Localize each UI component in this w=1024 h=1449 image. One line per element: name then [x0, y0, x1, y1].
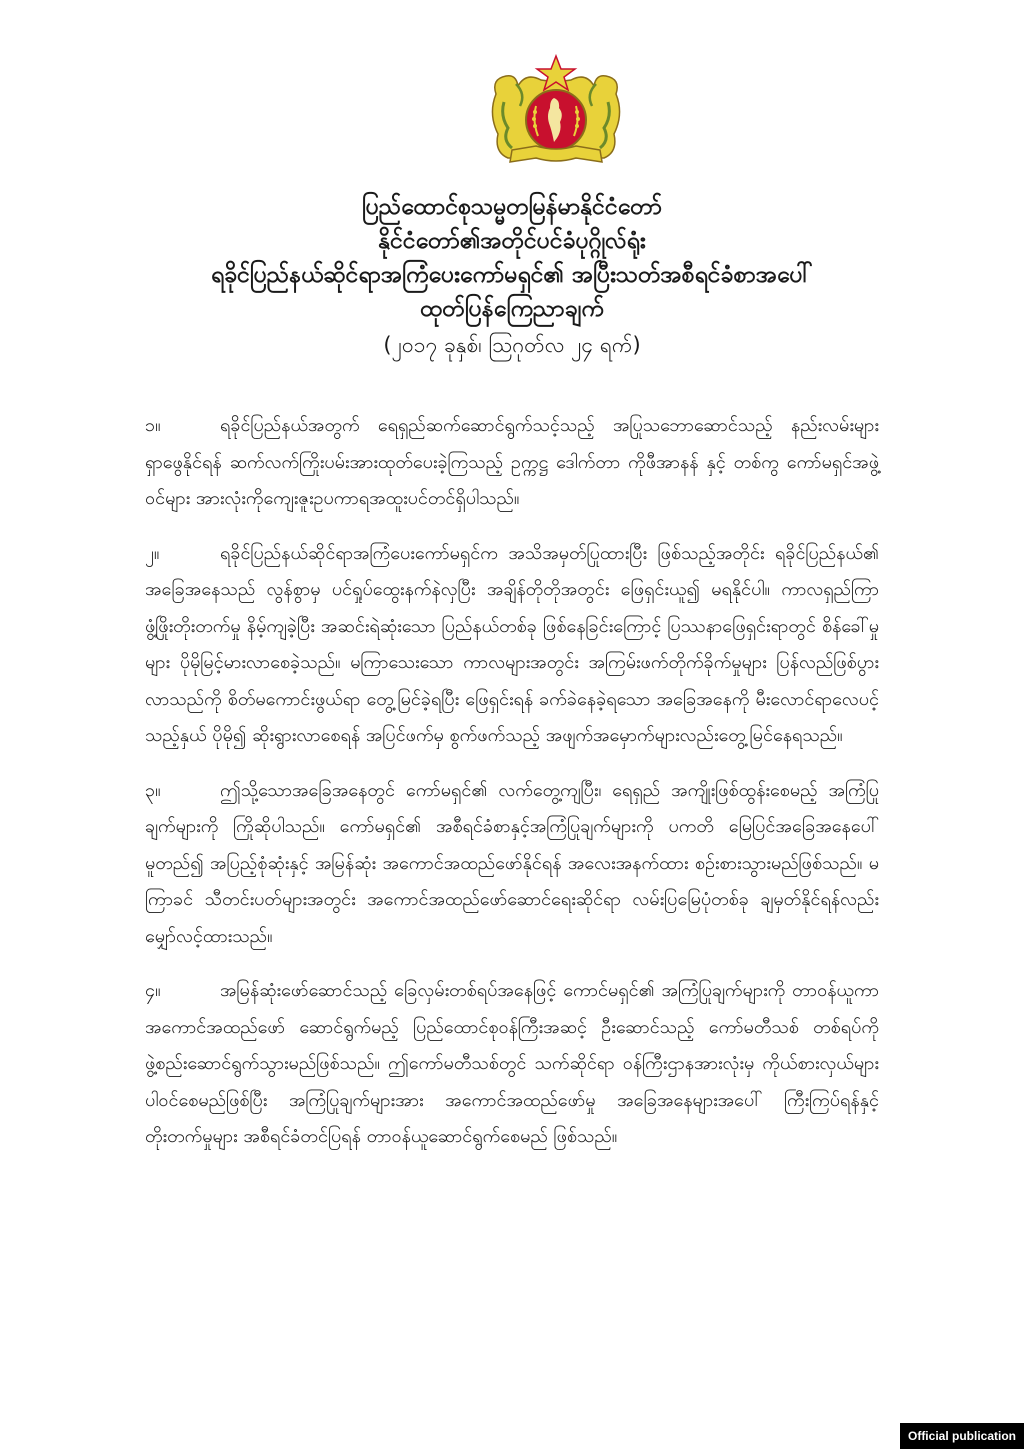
paragraph-3	[145, 773, 879, 956]
document-date: (၂၀၁၇ ခုနှစ်၊ ဩဂုတ်လ ၂၄ ရက်)	[383, 333, 641, 357]
paragraph-number: ၁။	[145, 415, 161, 436]
paragraph-4	[145, 973, 879, 1156]
paragraph-2	[145, 536, 879, 755]
paragraph-number: ၄။	[145, 980, 161, 1001]
document-header	[140, 190, 884, 362]
paragraph-text: ရခိုင်ပြည်နယ်ဆိုင်ရာအကြံပေးကော်မရှင်က အသိအမှတ်ပြုထားပြီး ဖြစ်သည့်အတိုင်း ရခိုင်ပြည်နယ်၏ အခြေအနေသည် လွန်စွာမှ ပင်ရှုပ်ထွေးနက်နဲလှပြီး အချိန်တိုတိုအတွင်း ဖြေရှင်းယူ၍ မရနိုင်ပါ။ ကာလရှည်ကြာ ဖွံ့ဖြိုးတိုးတက်မှု နိမ့်ကျခဲ့ပြီး အဆင်းရဲဆုံးသော ပြည်နယ်တစ်ခု ဖြစ်နေခြင်းကြောင့် ပြဿနာဖြေရှင်းရာတွင် စိန်ခေါ်မှုများ ပိုမိုမြင့်မားလာစေခဲ့သည်။ မကြာသေးသော ကာလများအတွင်း အကြမ်းဖက်တိုက်ခိုက်မှုများ ပြန်လည်ဖြစ်ပွားလာသည်ကို စိတ်မကောင်းဖွယ်ရာ တွေ့မြင်ခဲ့ရပြီး ဖြေရှင်းရန် ခက်ခဲနေခဲ့ရသော အခြေအနေကို မီးလောင်ရာလေပင့်သည့်နှယ် ပိုမို၍ ဆိုးရွားလာစေရန် အပြင်ဖက်မှ စွက်ဖက်သည့် အဖျက်အမှောက်များလည်းတွေ့မြင်နေရသည်။	[145, 542, 879, 746]
document-body	[145, 408, 879, 1174]
official-publication-badge: Official publication	[900, 1423, 1024, 1449]
state-seal-icon	[486, 54, 626, 174]
paragraph-number: ၃။	[145, 779, 161, 801]
document-subject: ရခိုင်ပြည်နယ်ဆိုင်ရာအကြံပေးကော်မရှင်၏ အပြီးသတ်အစီရင်ခံစာအပေါ်	[211, 262, 813, 288]
paragraph-text: အမြန်ဆုံးဖော်ဆောင်သည့် ခြေလှမ်းတစ်ရပ်အနေဖြင့် ကောင်မရှင်၏ အကြံပြုချက်များကို တာဝန်ယူကာ အကောင်အထည်ဖော် ဆောင်ရွက်မည့် ပြည်ထောင်စုဝန်ကြီးအဆင့် ဦးဆောင်သည့် ကော်မတီသစ် တစ်ရပ်ကို ဖွဲ့စည်းဆောင်ရွက်သွားမည်ဖြစ်သည်။ ဤကော်မတီသစ်တွင် သက်ဆိုင်ရာ ဝန်ကြီးဌာနအားလုံးမှ ကိုယ်စားလှယ်များ ပါဝင်စေမည်ဖြစ်ပြီး အကြံပြုချက်များအား အကောင်အထည်ဖော်မှု အခြေအနေများအပေါ် ကြီးကြပ်ရန်နှင့် တိုးတက်မှုများ အစီရင်ခံတင်ပြရန် တာဝန်ယူဆောင်ရွက်စေမည် ဖြစ်သည်။	[145, 980, 879, 1147]
country-name: ပြည်ထောင်စုသမ္မတမြန်မာနိုင်ငံတော်	[361, 194, 663, 220]
paragraph-1	[145, 408, 879, 518]
document-type: ထုတ်ပြန်ကြေညာချက်	[420, 296, 604, 322]
paragraph-text: ဤသို့သောအခြေအနေတွင် ကော်မရှင်၏ လက်တွေ့ကျပြီး၊ ရေရှည် အကျိုးဖြစ်ထွန်းစေမည့် အကြံပြုချက်များကို ကြိုဆိုပါသည်။ ကော်မရှင်၏ အစီရင်ခံစာနှင့်အကြံပြုချက်များကို ပကတိ မြေပြင်အခြေအနေပေါ် မူတည်၍ အပြည့်စုံဆုံးနှင့် အမြန်ဆုံး အကောင်အထည်ဖော်နိုင်ရန် အလေးအနက်ထား စဉ်းစားသွားမည်ဖြစ်သည်။ မကြာခင် သီတင်းပတ်များအတွင်း အကောင်အထည်ဖော်ဆောင်ရေးဆိုင်ရာ လမ်းပြမြေပုံတစ်ခု ချမှတ်နိုင်ရန်လည်း မျှော်လင့်ထားသည်။	[145, 779, 879, 947]
paragraph-text: ရခိုင်ပြည်နယ်အတွက် ရေရှည်ဆက်ဆောင်ရွက်သင့်သည့် အပြုသဘောဆောင်သည့် နည်းလမ်းများ ရှာဖွေနိုင်ရန် ဆက်လက်ကြိုးပမ်းအားထုတ်ပေးခဲ့ကြသည့် ဥက္ကဋ္ဌ ဒေါက်တာ ကိုဖီအာနန် နှင့် တစ်ကွ ကော်မရှင်အဖွဲ့ဝင်များ အားလုံးကိုကျေးဇူးဥပကာရအထူးပင်တင်ရှိပါသည်။	[145, 415, 879, 509]
office-name: နိုင်ငံတော်၏အတိုင်ပင်ခံပုဂ္ဂိုလ်ရုံး	[378, 228, 646, 254]
paragraph-number: ၂။	[145, 542, 160, 564]
